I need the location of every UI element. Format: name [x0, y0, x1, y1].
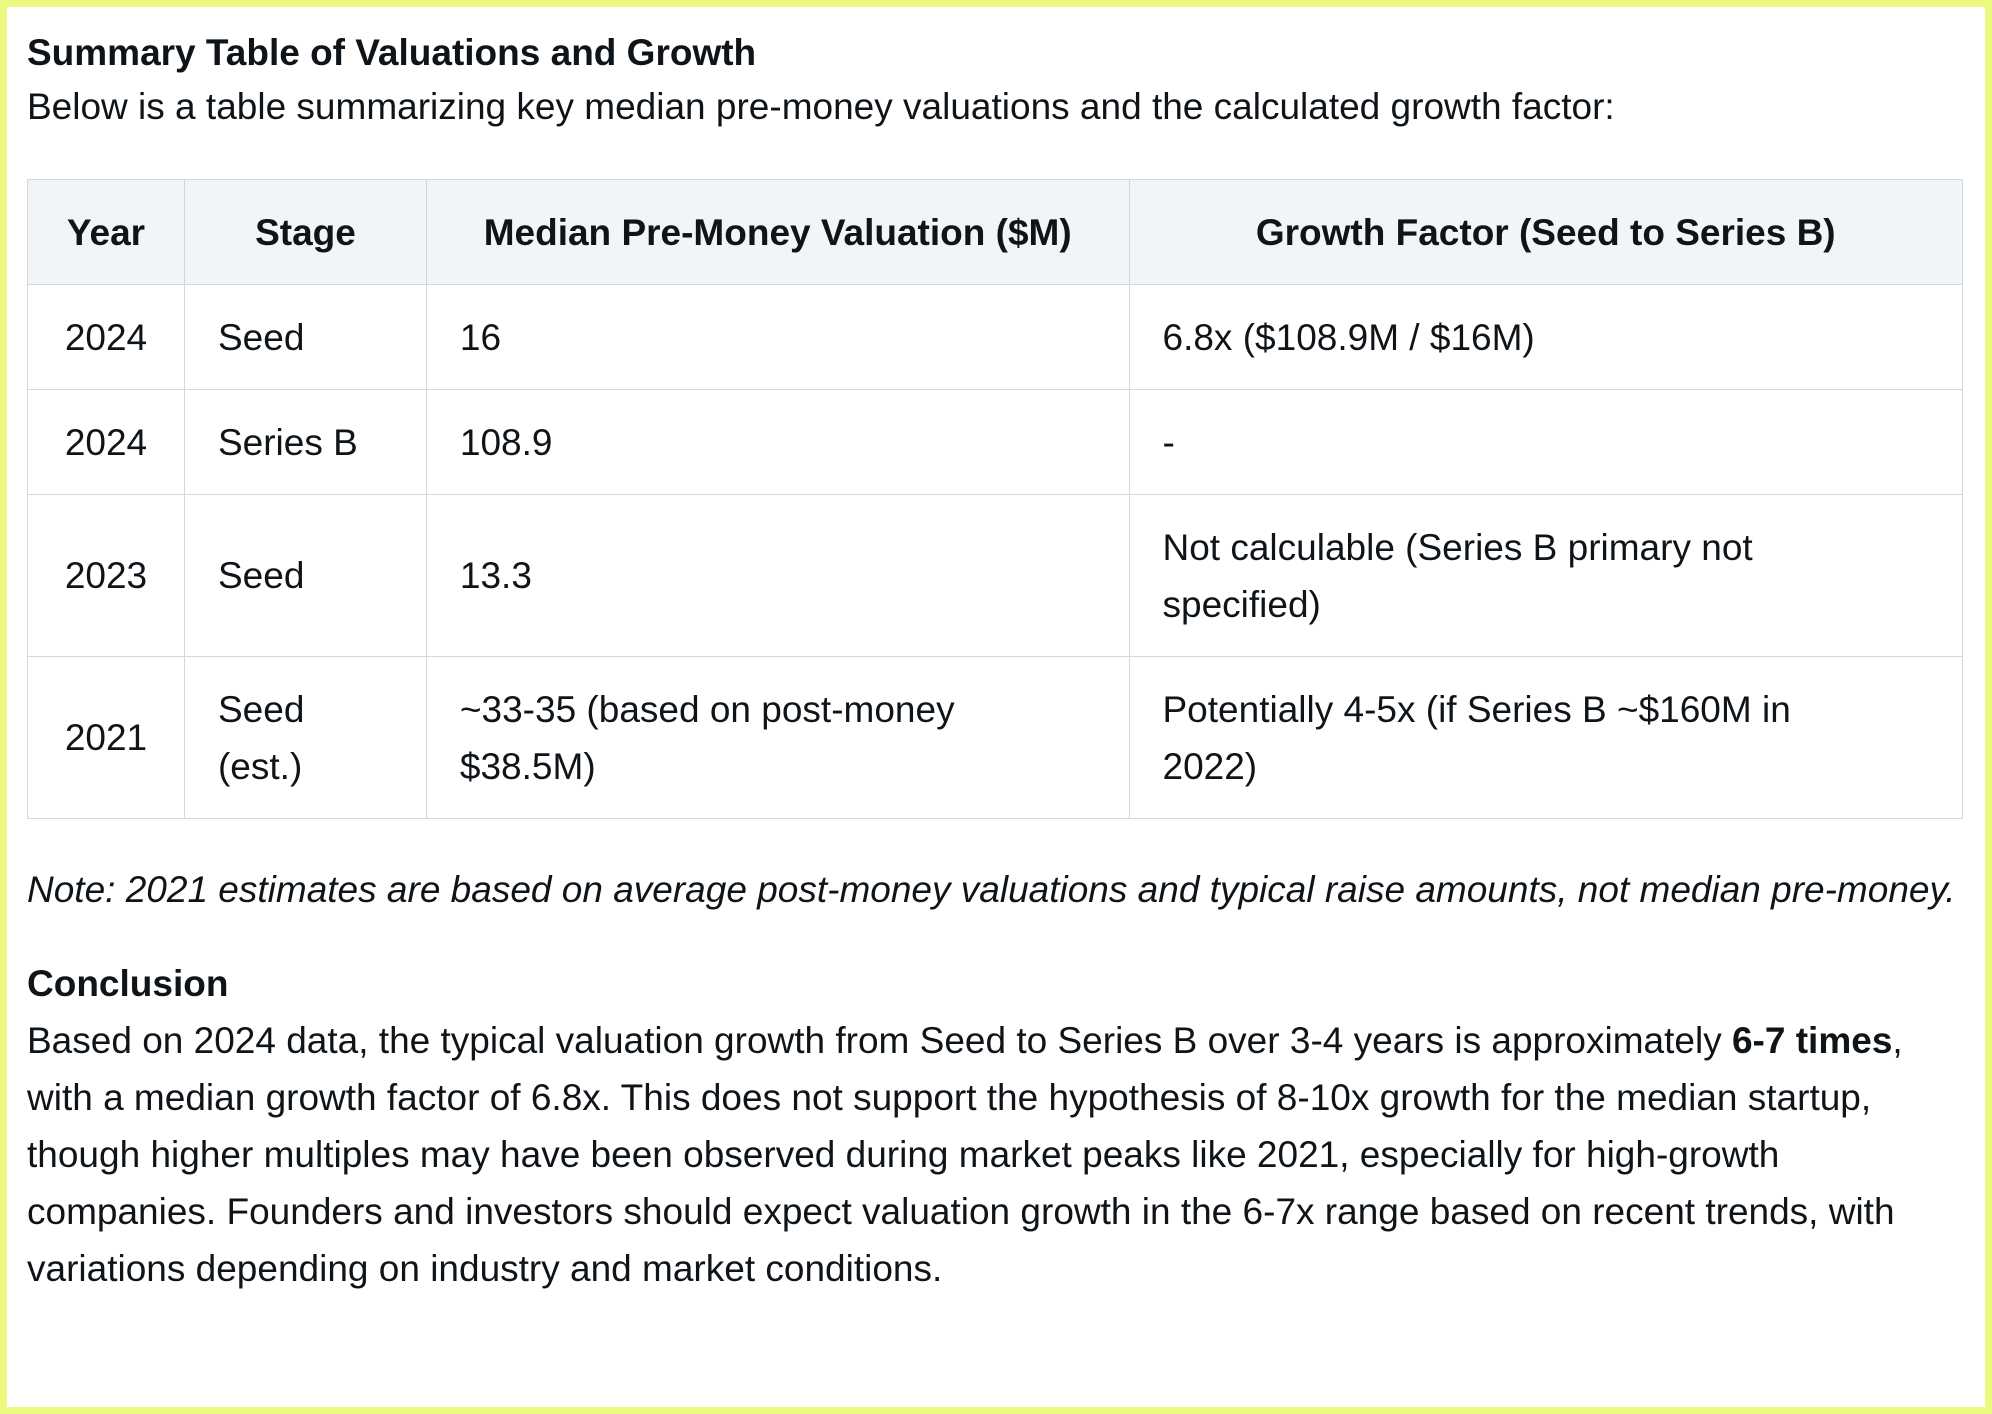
- cell-valuation: 16: [426, 285, 1129, 390]
- conclusion-text-start: Based on 2024 data, the typical valuation growth from Seed to Series B over 3-4 years is approximately: [27, 1020, 1732, 1061]
- cell-stage: Series B: [184, 390, 426, 495]
- cell-growth: -: [1129, 390, 1963, 495]
- header-stage: Stage: [184, 180, 426, 285]
- table-note: Note: 2021 estimates are based on average post-money valuations and typical raise amounts, not median pre-money.: [27, 869, 1956, 910]
- table-row: [28, 657, 1963, 819]
- cell-year: 2024: [28, 285, 185, 390]
- cell-year: 2024: [28, 390, 185, 495]
- section-heading: Summary Table of Valuations and Growth: [27, 32, 757, 73]
- header-valuation: Median Pre-Money Valuation ($M): [426, 180, 1129, 285]
- conclusion-text-end: , with a median growth factor of 6.8x. This does not support the hypothesis of 8-10x growth for the median startup, though higher multiples may have been observed during market peaks like 2021, especially for high-growth companies. Founders and investors should expect valuation growth in the 6-7x range based on recent trends, with variations depending on industry and market conditions.: [27, 1020, 1903, 1289]
- cell-growth: Potentially 4-5x (if Series B ~$160M in 2022): [1129, 657, 1963, 819]
- cell-year: 2023: [28, 495, 185, 657]
- table-row: [28, 495, 1963, 657]
- cell-growth: Not calculable (Series B primary not specified): [1129, 495, 1963, 657]
- conclusion-heading: Conclusion: [27, 963, 229, 1004]
- document-content: [27, 27, 1967, 1297]
- cell-stage: Seed: [184, 495, 426, 657]
- cell-valuation: 13.3: [426, 495, 1129, 657]
- table-row: [28, 285, 1963, 390]
- intro-paragraph: Below is a table summarizing key median pre-money valuations and the calculated growth factor:: [27, 86, 1615, 127]
- cell-growth: 6.8x ($108.9M / $16M): [1129, 285, 1963, 390]
- table-header-row: [28, 180, 1963, 285]
- cell-valuation: ~33-35 (based on post-money $38.5M): [426, 657, 1129, 819]
- table-row: [28, 390, 1963, 495]
- cell-year: 2021: [28, 657, 185, 819]
- cell-stage: Seed (est.): [184, 657, 426, 819]
- valuation-table: [27, 179, 1963, 819]
- header-year: Year: [28, 180, 185, 285]
- cell-stage: Seed: [184, 285, 426, 390]
- cell-valuation: 108.9: [426, 390, 1129, 495]
- conclusion-paragraph: [27, 1012, 1967, 1297]
- header-growth: Growth Factor (Seed to Series B): [1129, 180, 1963, 285]
- conclusion-emphasis: 6-7 times: [1731, 1020, 1893, 1061]
